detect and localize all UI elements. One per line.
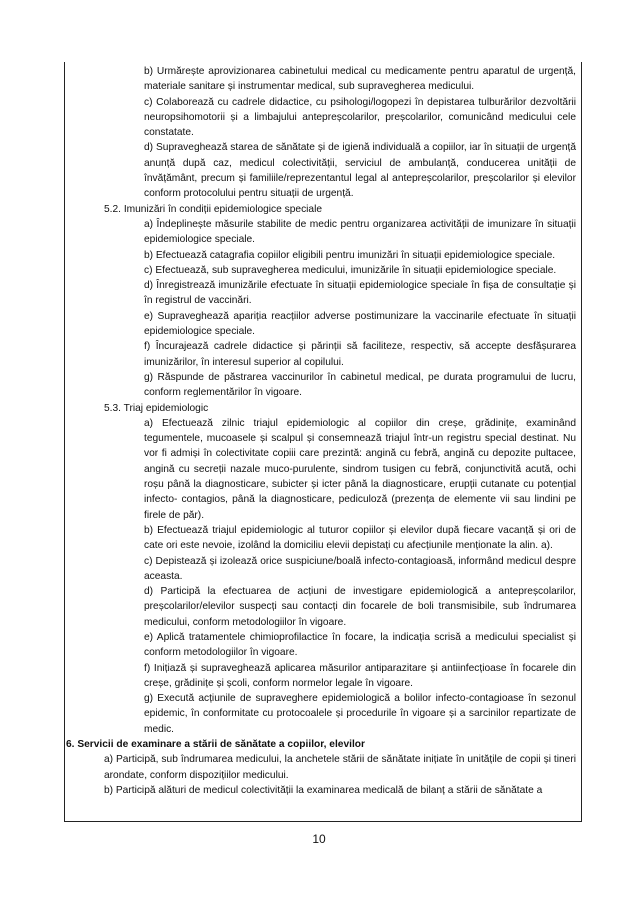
- list-item: b) Participă alături de medicul colectivității la examinarea medicală de bilanț a stării de sănătate a: [104, 784, 543, 796]
- list-item: d) Participă la efectuarea de acțiuni de investigare epidemiologică a antepreșcolarilor, preșcolarilor/elevilor suspecți sau contacți din focarele de boli transmisibile, sub îndrumarea medicului, conform metodologiilor în vigoare.: [144, 586, 576, 628]
- list-item: g) Răspunde de păstrarea vaccinurilor în cabinetul medical, pe durata programului de lucru, conform reglementărilor în vigoare.: [144, 371, 576, 399]
- list-item: a) Participă, sub îndrumarea medicului, la anchetele stării de sănătate inițiate în unitățile de copii și tineri arondate, conform dispozițiilor medicului.: [104, 754, 576, 781]
- list-item: a) Efectuează zilnic triajul epidemiologic al copiilor din creșe, grădinițe, examinând tegumentele, mucoasele și scalpul și consemnează triajul într-un registru special destinat. Nu vor fi admiși în colectivitate copiii care prezintă: angină cu febră, angină cu depozite pultacee, angină cu secreții nazale muco-purulente, sindrom tusigen cu febră, conjunctivită acută, ochi roșu până la diagnosticare, subicter și icter până la diagnosticare, erupții cutanate cu potențial infecto- contagios, până la diagnosticare, pediculoză (prezența de elemente vii sau lindini pe firele de păr).: [144, 417, 576, 521]
- page-number: 10: [312, 832, 326, 846]
- list-item: g) Execută acțiunile de supraveghere epidemiologică a bolilor infecto-contagioase în sezonul epidemic, în conformitate cu protocoalele și procedurile în vigoare și a sarcinilor repartizate de medic.: [144, 693, 576, 735]
- document-body: [64, 64, 582, 798]
- list-item: c) Efectuează, sub supravegherea medicului, imunizările în situații epidemiologice speciale.: [144, 264, 557, 276]
- list-item: d) Înregistrează imunizările efectuate în situații epidemiologice speciale în fișa de consultație și în registrul de vaccinări.: [144, 280, 576, 307]
- list-item: a) Îndeplinește măsurile stabilite de medic pentru organizarea activității de imunizare în situații epidemiologice speciale.: [144, 218, 576, 246]
- list-item: f) Încurajează cadrele didactice și părinții să faciliteze, respectiv, să accepte desfășurarea imunizărilor, în interesul superior al copilului.: [144, 341, 576, 368]
- list-item: c) Depistează și izolează orice suspiciune/boală infecto-contagioasă, informând medicul despre aceasta.: [144, 555, 576, 582]
- list-item: f) Inițiază și supraveghează aplicarea măsurilor antiparazitare și antiinfecțioase în focarele din creșe, grădinițe și școli, conform normelor legale în vigoare.: [144, 662, 576, 689]
- list-item: e) Supraveghează apariția reacțiilor adverse postimunizare la vaccinarile efectuate în situații epidemiologice speciale.: [144, 310, 576, 338]
- subsection-heading-5-3: 5.3. Triaj epidemiologic: [104, 402, 209, 414]
- subsection-heading-5-2: 5.2. Imunizări în condiții epidemiologice speciale: [104, 203, 323, 215]
- list-item: b) Efectuează catagrafia copiilor eligibili pentru imunizări în situații epidemiologice speciale.: [144, 249, 556, 261]
- section-heading-6: 6. Servicii de examinare a stării de sănătate a copiilor, elevilor: [66, 739, 365, 751]
- list-item: c) Colaborează cu cadrele didactice, cu psihologi/logopezi în depistarea tulburărilor dezvoltării neuropsihomotorii și a limbajului antepreșcolarilor, preșcolarilor, comunicând medicului cele constatate.: [144, 96, 576, 139]
- list-item: b) Urmărește aprovizionarea cabinetului medical cu medicamente pentru aparatul de urgență, materiale sanitare și instrumentar medical, sub supravegherea medicului.: [144, 66, 576, 93]
- list-item: b) Efectuează triajul epidemiologic al tuturor copiilor și elevilor după fiecare vacanță și ori de cate ori este nevoie, izolând la domiciliu elevii depistați cu afecțiunile menționate la alin. a).: [144, 524, 576, 552]
- list-item: d) Supraveghează starea de sănătate și de igienă individuală a copiilor, iar în situații de urgență anunță după caz, medicul colectivității, serviciul de ambulanță, conducerea unității de învățământ, precum și familiile/reprezentantul legal al antepreșcolarilor, preșcolarilor și elevilor conform protocolului pentru situații de urgență.: [144, 142, 576, 200]
- list-item: e) Aplică tratamentele chimioprofilactice în focare, la indicația scrisă a medicului specialist și conform metodologiilor în vigoare.: [144, 631, 576, 659]
